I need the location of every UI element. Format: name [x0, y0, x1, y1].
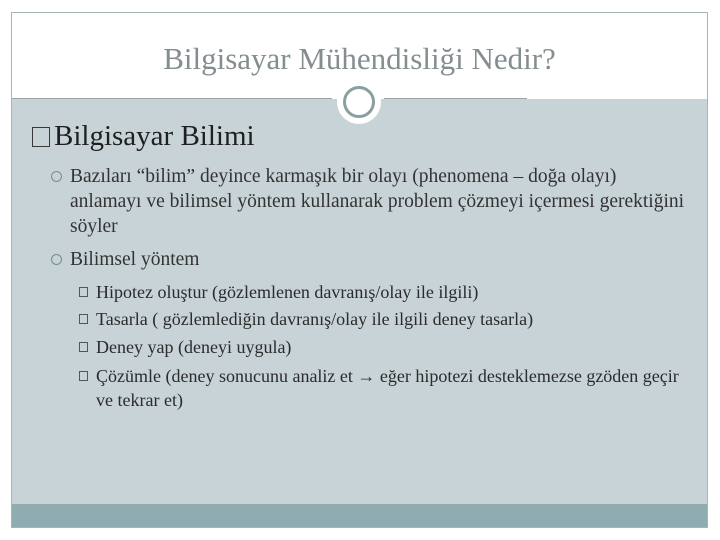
sub-bullet-item [96, 335, 696, 359]
sub-bullet-text: Tasarla ( gözlemlediğin davranış/olay ile ilgili deney tasarla) [96, 309, 534, 329]
bullet-item [70, 164, 690, 239]
bullet-item [70, 247, 690, 272]
section-heading-text: Bilgisayar Bilimi [54, 120, 255, 152]
bullet-text: Bazıları “bilim” deyince karmaşık bir olayı (phenomena – doğa olayı) anlamayı ve bilimsel yöntem kullanarak problem çözmeyi içermesi gerektiğini söyler [70, 166, 685, 237]
square-bullet-icon [79, 342, 88, 352]
bottom-band [12, 504, 707, 527]
square-bullet-icon [79, 314, 88, 324]
sub-bullet-item [96, 364, 696, 412]
sub-bullet-text: Hipotez oluştur (gözlemlenen davranış/olay ile ilgili) [96, 282, 479, 302]
sub-bullet-item [96, 280, 696, 304]
title-divider-right [384, 98, 527, 99]
ring-bullet-icon [51, 171, 62, 182]
sub-bullet-text: Deney yap (deneyi uygula) [96, 337, 292, 357]
section-heading [32, 120, 255, 153]
sub-bullet-item [96, 307, 696, 331]
bullet-text: Bilimsel yöntem [70, 249, 200, 270]
sub-bullet-text: Çözümle (deney sonucunu analiz et → eğer hipotezi desteklemezse gzöden geçir ve tekrar et) [96, 366, 679, 410]
circle-ring [343, 86, 375, 118]
square-bullet-icon [79, 287, 88, 297]
ring-bullet-icon [51, 254, 62, 265]
circle-ornament-icon [337, 80, 381, 124]
slide-title: Bilgisayar Mühendisliği Nedir? [163, 41, 556, 76]
square-bullet-icon [79, 371, 88, 381]
square-bullet-icon [32, 127, 50, 147]
title-divider-left [12, 98, 332, 99]
